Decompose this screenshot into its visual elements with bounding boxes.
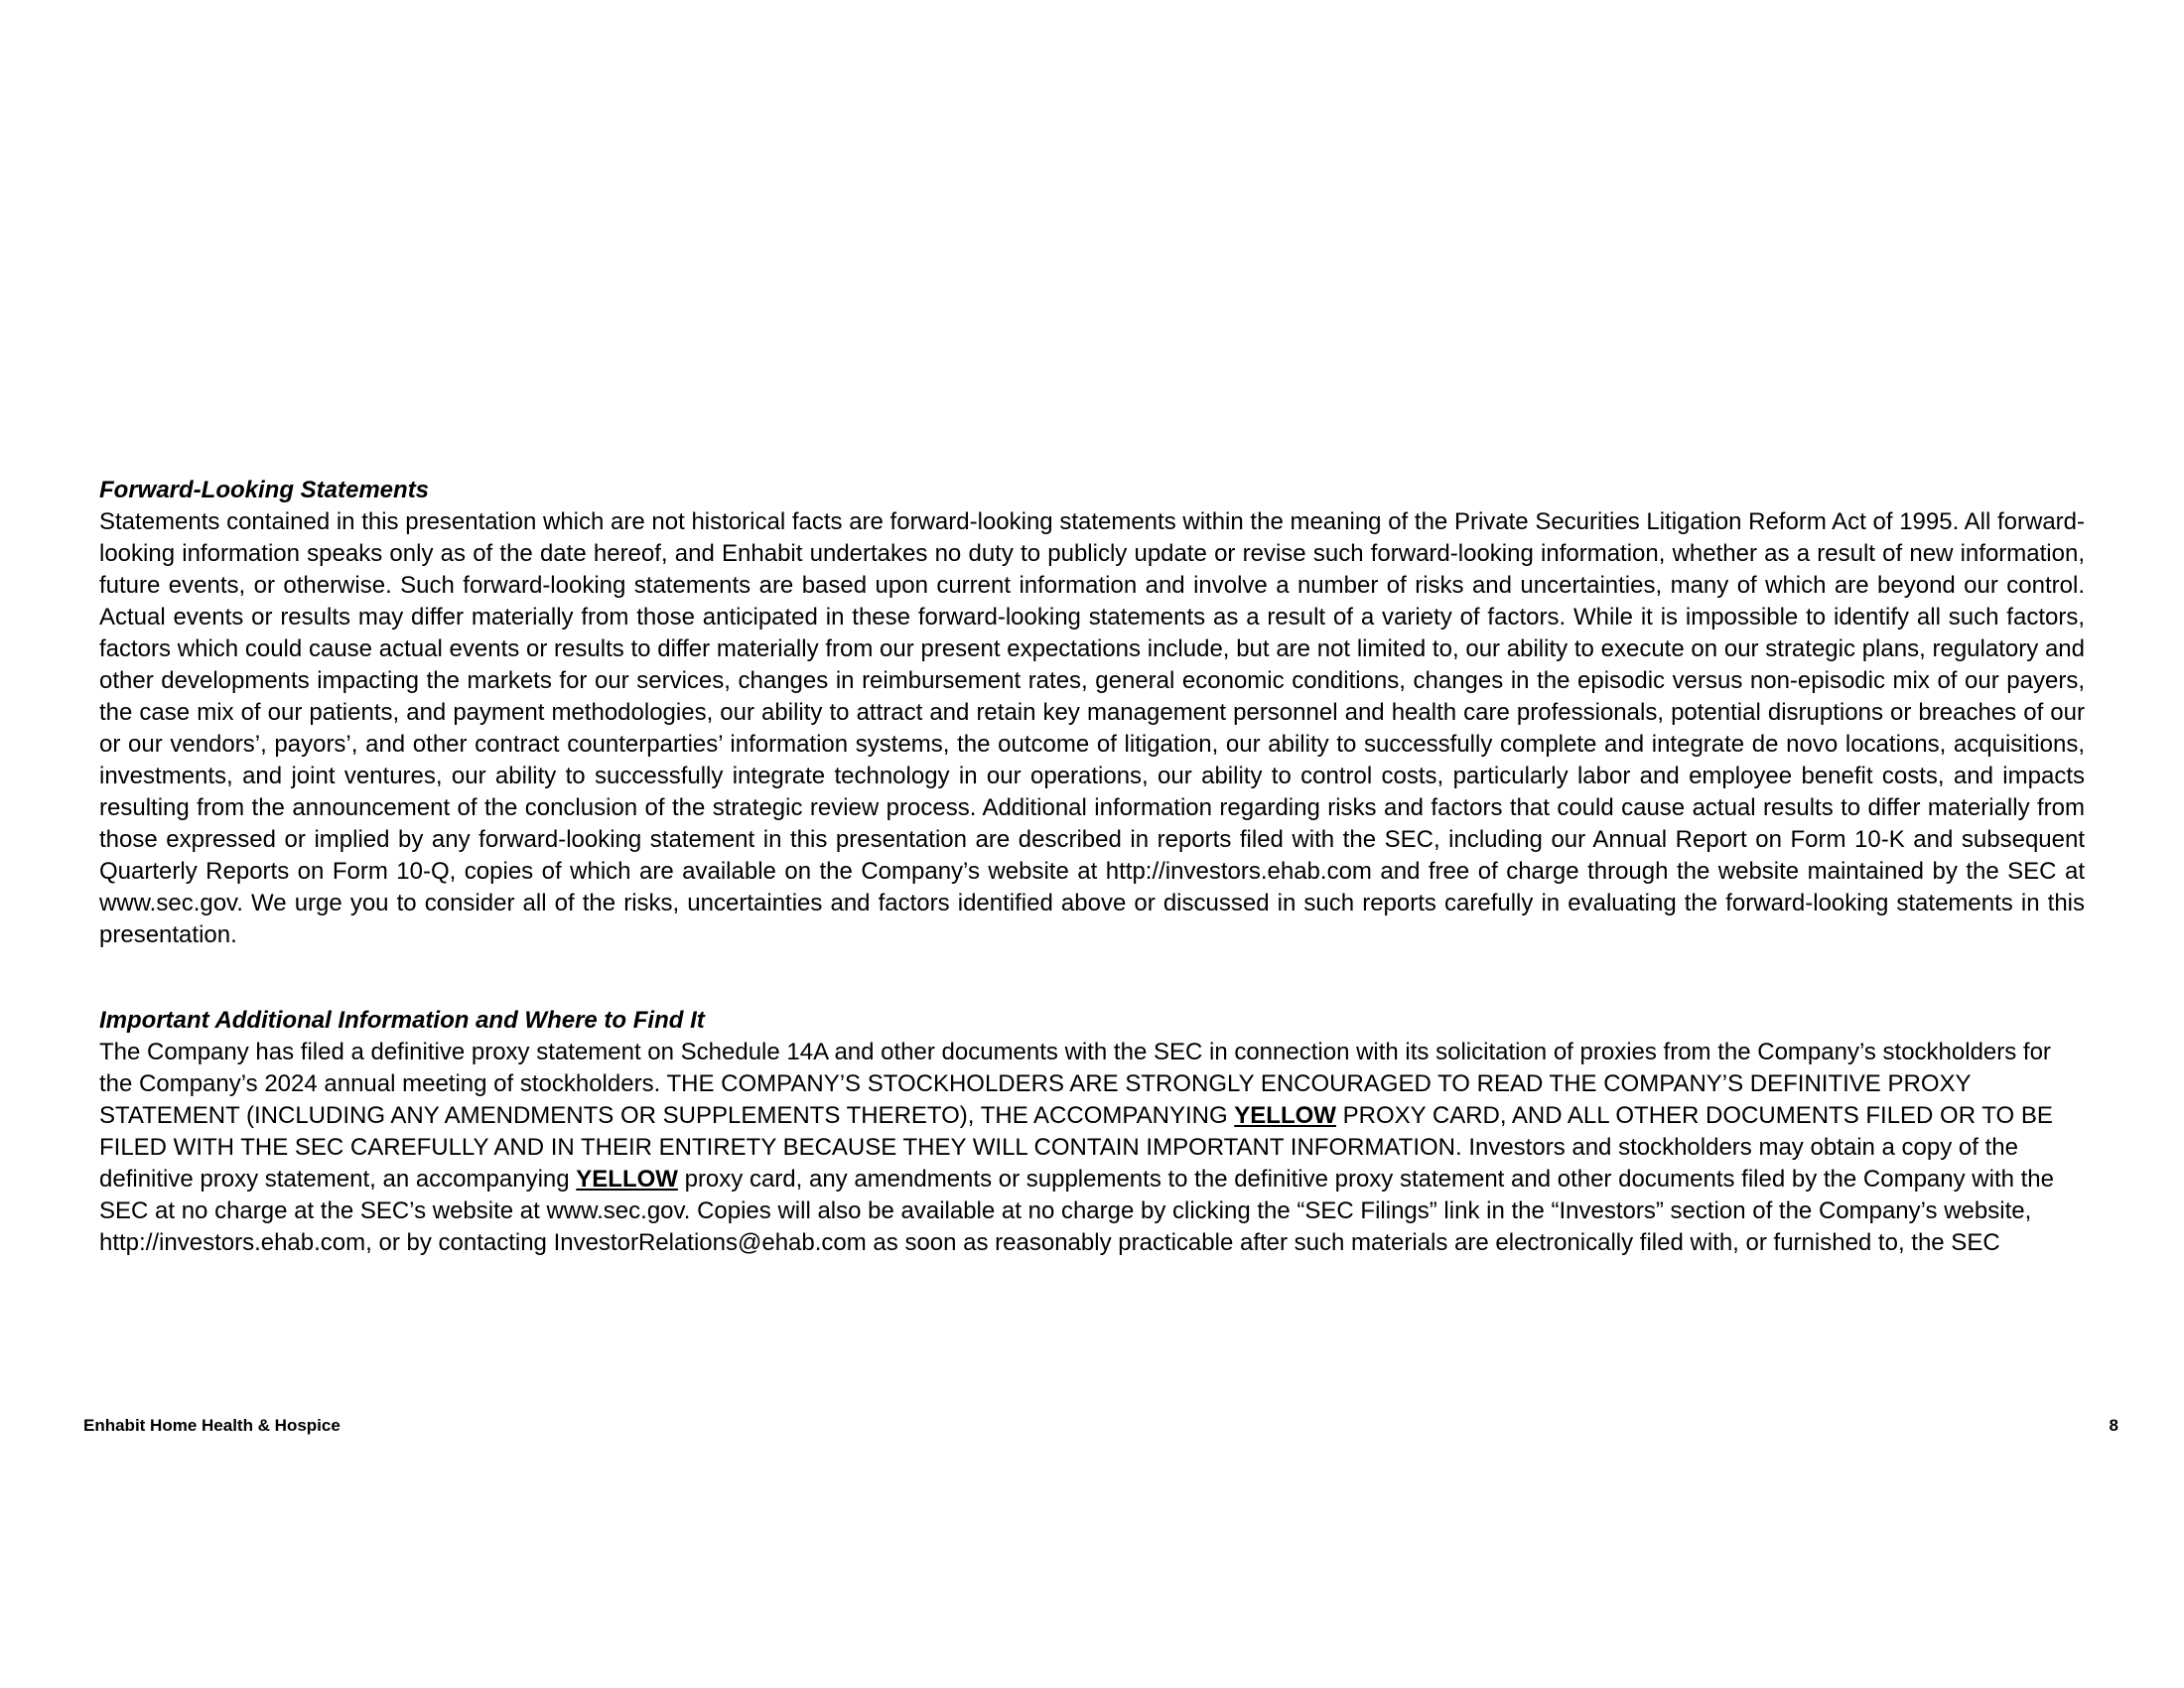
additional-information-section: [99, 1005, 2085, 1259]
additional-information-text-3: proxy card, any amendments or supplements to the definitive proxy statement and other documents filed by the Company with the SEC at no charge at the SEC’s website at www.sec.gov. Copies will also be available at no charge by clicking the “SEC Filings” link in the “Investors” section of the Company’s website, http://investors.ehab.com, or by contacting InvestorRelations@ehab.com as soon as reasonably practicable after such materials are electronically filed with, or furnished to, the SEC: [99, 1166, 2054, 1256]
additional-information-text-2: PROXY CARD, AND ALL OTHER DOCUMENTS FILED OR TO BE FILED WITH THE SEC CAREFULLY AND IN THEIR ENTIRETY BECAUSE THEY WILL CONTAIN IMPORTANT INFORMATION. Investors and stockholders may obtain a copy of the definitive proxy statement, an accompanying: [99, 1102, 2053, 1193]
forward-looking-body: Statements contained in this presentation which are not historical facts are forward-looking statements within the meaning of the Private Securities Litigation Reform Act of 1995. All forward-looking information speaks only as of the date hereof, and Enhabit undertakes no duty to publicly update or revise such forward-looking information, whether as a result of new information, future events, or otherwise. Such forward-looking statements are based upon current information and involve a number of risks and uncertainties, many of which are beyond our control. Actual events or results may differ materially from those anticipated in these forward-looking statements as a result of a variety of factors. While it is impossible to identify all such factors, factors which could cause actual events or results to differ materially from our present expectations include, but are not limited to, our ability to execute on our strategic plans, regulatory and other developments impacting the markets for our services, changes in reimbursement rates, general economic conditions, changes in the episodic versus non-episodic mix of our payers, the case mix of our patients, and payment methodologies, our ability to attract and retain key management personnel and health care professionals, potential disruptions or breaches of our or our vendors’, payors’, and other contract counterparties’ information systems, the outcome of litigation, our ability to successfully complete and integrate de novo locations, acquisitions, investments, and joint ventures, our ability to successfully integrate technology in our operations, our ability to control costs, particularly labor and employee benefit costs, and impacts resulting from the announcement of the conclusion of the strategic review process. Additional information regarding risks and factors that could cause actual results to differ materially from those expressed or implied by any forward-looking statement in this presentation are described in reports filed with the SEC, including our Annual Report on Form 10-K and subsequent Quarterly Reports on Form 10-Q, copies of which are available on the Company’s website at http://investors.ehab.com and free of charge through the website maintained by the SEC at www.sec.gov. We urge you to consider all of the risks, uncertainties and factors identified above or discussed in such reports carefully in evaluating the forward-looking statements in this presentation.: [99, 508, 2085, 948]
additional-information-body: [99, 1037, 2085, 1259]
footer-page-number: 8: [2109, 1416, 2118, 1435]
page-footer: [83, 1416, 2118, 1436]
yellow-emphasis: YELLOW: [1234, 1102, 1336, 1129]
page-content: [99, 475, 2085, 1313]
additional-information-text-1: The Company has filed a definitive proxy statement on Schedule 14A and other documents with the SEC in connection with its solicitation of proxies from the Company’s stockholders for the Company’s 2024 annual meeting of stockholders. THE COMPANY’S STOCKHOLDERS ARE STRONGLY ENCOURAGED TO READ THE COMPANY’S DEFINITIVE PROXY STATEMENT (INCLUDING ANY AMENDMENTS OR SUPPLEMENTS THERETO), THE ACCOMPANYING: [99, 1039, 2051, 1129]
forward-looking-section: [99, 475, 2085, 951]
footer-company-name: Enhabit Home Health & Hospice: [83, 1416, 341, 1435]
yellow-emphasis: YELLOW: [576, 1166, 678, 1193]
additional-information-heading: Important Additional Information and Where to Find It: [99, 1007, 705, 1034]
forward-looking-heading: Forward-Looking Statements: [99, 477, 430, 503]
